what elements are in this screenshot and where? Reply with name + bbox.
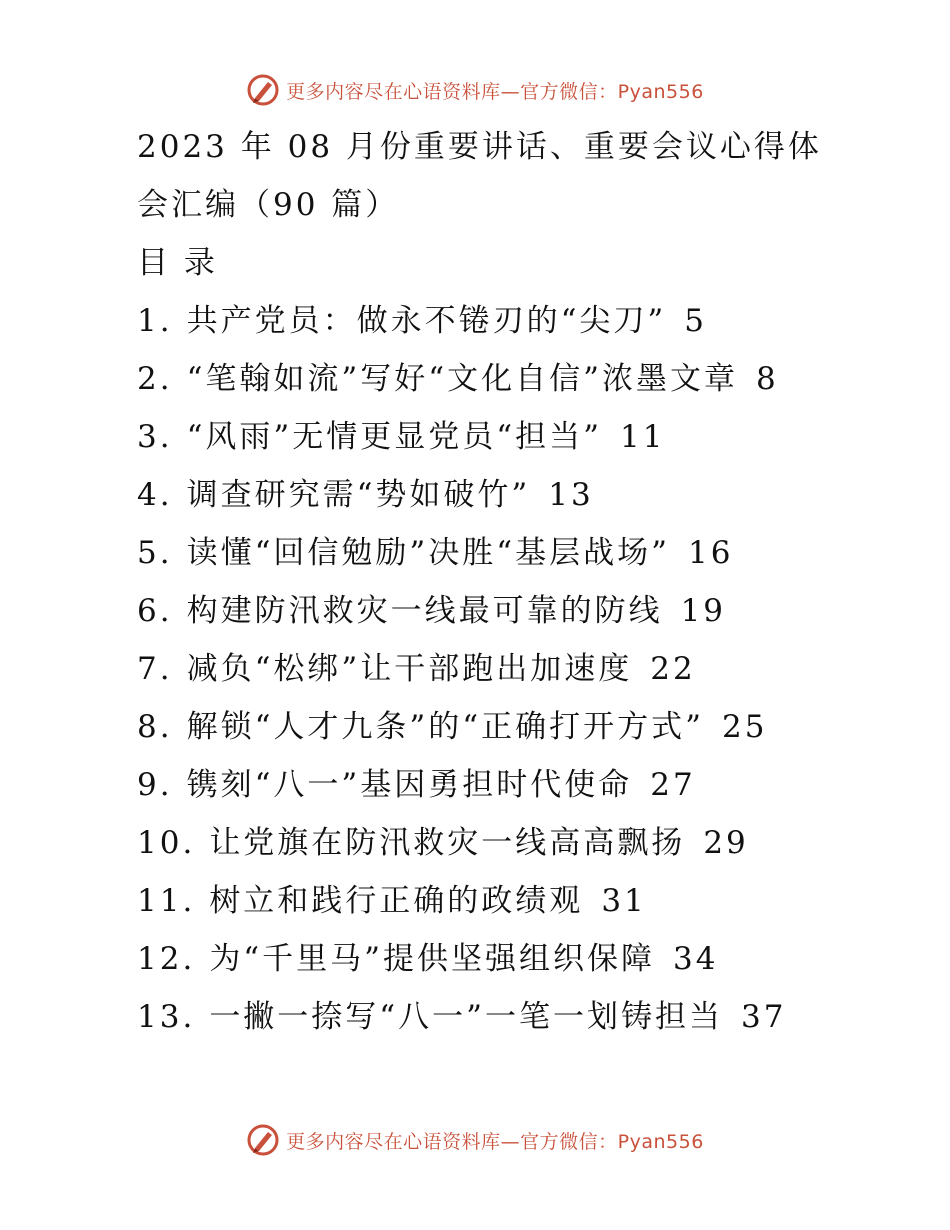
toc-item-page: 5 <box>684 303 708 339</box>
toc-item-page: 8 <box>755 361 779 397</box>
toc-item <box>137 698 857 756</box>
toc-item-title: 树立和践行正确的政绩观 <box>209 883 584 919</box>
toc-item <box>137 466 857 524</box>
toc-item-page: 16 <box>687 535 734 571</box>
document-title-line-2: 会汇编（90 篇） <box>137 187 400 223</box>
toc-item-page: 25 <box>721 709 768 745</box>
toc-item <box>137 814 857 872</box>
document-title-line-1: 2023 年 08 月份重要讲话、重要会议心得体 <box>137 129 822 165</box>
toc-item-title: 调查研究需“势如破竹” <box>186 477 531 513</box>
watermark-text: 更多内容尽在心语资料库—官方微信：Pyan556 <box>286 1130 704 1153</box>
toc-item-title: “风雨”无情更显党员“担当” <box>186 419 602 455</box>
toc-item-number: 10. <box>137 825 196 861</box>
toc-item-number: 11. <box>137 883 196 919</box>
toc-item-number: 2. <box>137 361 173 397</box>
toc-item-title: 为“千里马”提供坚强组织保障 <box>209 941 656 977</box>
toc-item <box>137 756 857 814</box>
toc-item-number: 13. <box>137 999 196 1035</box>
toc-item <box>137 872 857 930</box>
toc-heading: 目 录 <box>137 245 218 281</box>
toc-item-page: 37 <box>741 999 787 1035</box>
toc-item <box>137 582 857 640</box>
pen-logo-icon <box>246 73 280 107</box>
toc-item-number: 4. <box>137 477 173 513</box>
document-body <box>137 118 857 1046</box>
toc-item <box>137 350 857 408</box>
toc-item-page: 27 <box>650 767 696 803</box>
toc-item-page: 19 <box>680 593 727 629</box>
toc-item-page: 31 <box>601 883 647 919</box>
toc-item-title: “笔翰如流”写好“文化自信”浓墨文章 <box>186 361 738 397</box>
toc-item-title: 镌刻“八一”基因勇担时代使命 <box>186 767 633 803</box>
toc-item-number: 7. <box>137 651 173 687</box>
watermark-text: 更多内容尽在心语资料库—官方微信：Pyan556 <box>286 80 704 103</box>
toc-item-number: 5. <box>137 535 173 571</box>
toc-item-title: 减负“松绑”让干部跑出加速度 <box>186 651 633 687</box>
toc-item-page: 34 <box>673 941 719 977</box>
toc-item <box>137 524 857 582</box>
pen-logo-icon <box>246 1123 280 1157</box>
toc-item-title: 构建防汛救灾一线最可靠的防线 <box>186 593 663 629</box>
toc-item-title: 解锁“人才九条”的“正确打开方式” <box>186 709 704 745</box>
toc-item-number: 8. <box>137 709 173 745</box>
watermark-footer <box>0 1120 950 1160</box>
toc-item <box>137 292 857 350</box>
toc-item-title: 读懂“回信勉励”决胜“基层战场” <box>186 535 670 571</box>
toc-item-number: 1. <box>137 303 173 339</box>
toc-item-title: 让党旗在防汛救灾一线高高飘扬 <box>209 825 686 861</box>
toc-item <box>137 988 857 1046</box>
toc-item-page: 22 <box>650 651 696 687</box>
toc-item <box>137 640 857 698</box>
toc-item-number: 12. <box>137 941 196 977</box>
toc-item-title: 一撇一捺写“八一”一笔一划铸担当 <box>209 999 724 1035</box>
toc-item-number: 3. <box>137 419 173 455</box>
toc-item-title: 共产党员：做永不锩刃的“尖刀” <box>186 303 667 339</box>
toc-item-page: 29 <box>703 825 749 861</box>
watermark-header <box>0 70 950 110</box>
toc-item-page: 13 <box>548 477 594 513</box>
toc-item-page: 11 <box>619 419 666 455</box>
toc-item <box>137 930 857 988</box>
toc-item <box>137 408 857 466</box>
toc-item-number: 6. <box>137 593 173 629</box>
toc-item-number: 9. <box>137 767 173 803</box>
